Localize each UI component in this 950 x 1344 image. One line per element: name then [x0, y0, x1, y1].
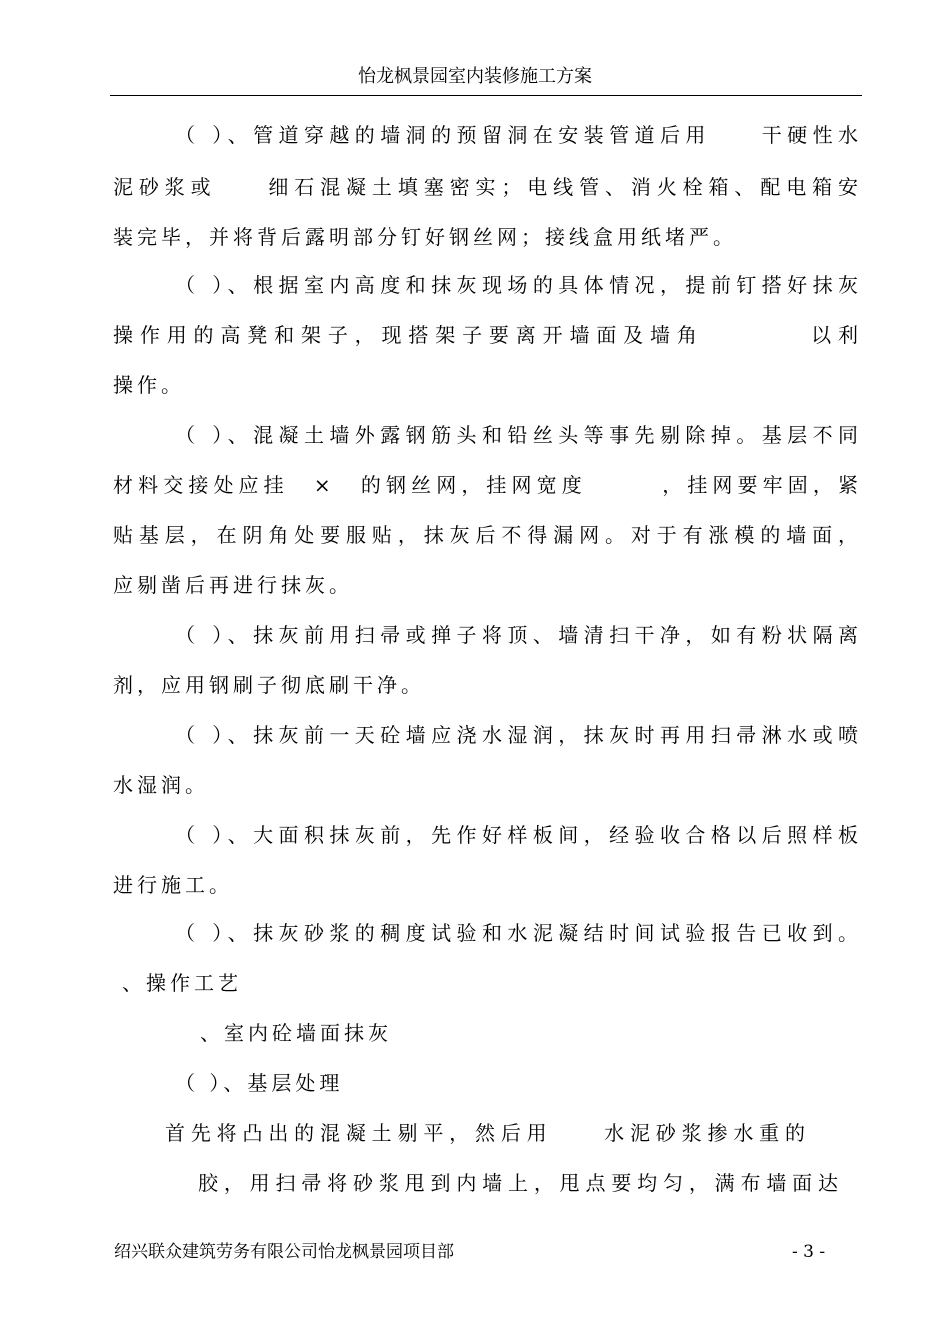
paragraph-line: 泥砂浆或 细石混凝土填塞密实；电线管、消火栓箱、配电箱安 — [113, 175, 858, 199]
paragraph-line: 水湿润。 — [113, 773, 209, 797]
paragraph-line: 胶，用扫帚将砂浆甩到内墙上，甩点要均匀，满布墙面达 — [198, 1171, 838, 1195]
paragraph-line: 操作。 — [113, 373, 185, 397]
paragraph-line: 进行施工。 — [113, 873, 233, 897]
subsection-heading: 、室内砼墙面抹灰 — [200, 1021, 392, 1045]
footer-company: 绍兴联众建筑劳务有限公司怡龙枫景园项目部 — [114, 1242, 454, 1262]
paragraph-line: 剂，应用钢刷子彻底刷干净。 — [113, 673, 425, 697]
paragraph-line: 操作用的高凳和架子，现搭架子要离开墙面及墙角 以利 — [113, 323, 858, 347]
paragraph-line: （ ）、抹灰前用扫帚或掸子将顶、墙清扫干净，如有粉状隔离 — [175, 623, 858, 647]
paragraph-line: 应剔凿后再进行抹灰。 — [113, 573, 353, 597]
paragraph-line: （ ）、抹灰前一天砼墙应浇水湿润，抹灰时再用扫帚淋水或喷 — [175, 723, 858, 747]
paragraph-line: （ ）、混凝土墙外露钢筋头和铅丝头等事先剔除掉。基层不同 — [175, 423, 858, 447]
paragraph-line: 贴基层，在阴角处要服贴，抹灰后不得漏网。对于有涨模的墙面， — [113, 523, 858, 547]
page-header-title: 怡龙枫景园室内装修施工方案 — [358, 66, 592, 87]
paragraph-line: （ ）、大面积抹灰前，先作好样板间，经验收合格以后照样板 — [175, 823, 858, 847]
item-heading: （ ）、基层处理 — [175, 1071, 344, 1095]
footer-page-number: - 3 - — [792, 1242, 826, 1262]
section-heading: 、操作工艺 — [122, 971, 242, 995]
paragraph-line: 材料交接处应挂 × 的钢丝网，挂网宽度 ，挂网要牢固，紧 — [113, 473, 858, 497]
paragraph-line: （ ）、根据室内高度和抹灰现场的具体情况，提前钉搭好抹灰 — [175, 273, 858, 297]
header-rule — [110, 95, 862, 96]
paragraph-line: 首先将凸出的混凝土剔平，然后用 水泥砂浆掺水重的 — [165, 1121, 805, 1145]
paragraph-line: 装完毕，并将背后露明部分钉好钢丝网；接线盒用纸堵严。 — [113, 225, 737, 249]
paragraph-line: （ ）、抹灰砂浆的稠度试验和水泥凝结时间试验报告已收到。 — [175, 921, 858, 945]
paragraph-line: （ ）、管道穿越的墙洞的预留洞在安装管道后用 干硬性水 — [175, 123, 858, 147]
